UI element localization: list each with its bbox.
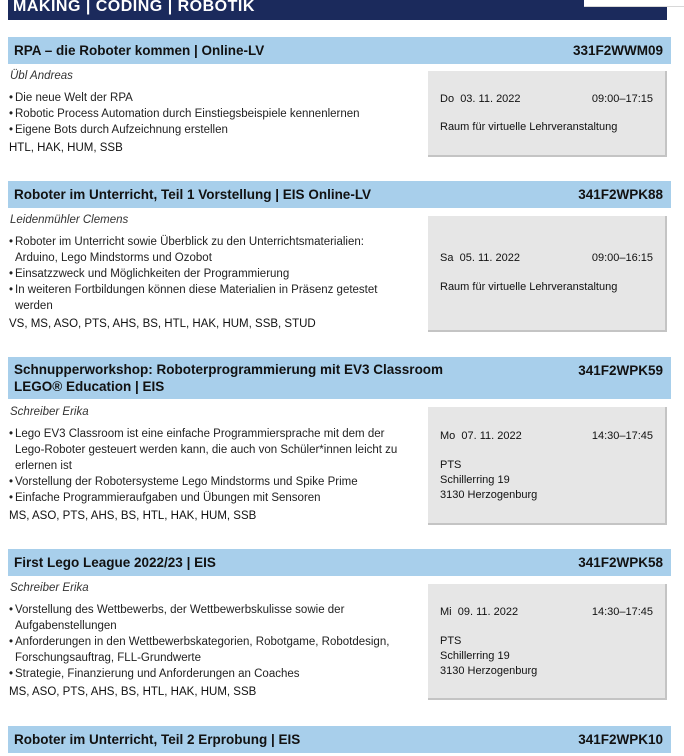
course-location: Raum für virtuelle Lehrveranstaltung bbox=[440, 121, 618, 133]
bullet-item: • Die neue Welt der RPA bbox=[9, 90, 409, 106]
course-info-box bbox=[428, 71, 667, 157]
course-header[interactable] bbox=[8, 726, 671, 753]
bullet-item: • Roboter im Unterricht sowie Überblick zu den Unterrichtsmaterialien: Arduino, Lego Mindstorms und Ozobot bbox=[9, 234, 404, 266]
course-title: Roboter im Unterricht, Teil 1 Vorstellung | EIS Online-LV bbox=[14, 187, 372, 202]
course-title: Schnupperworkshop: Roboterprogrammierung mit EV3 Classroom LEGO® Education | EIS bbox=[14, 362, 444, 394]
course-bullets bbox=[9, 234, 404, 314]
course-targets: MS, ASO, PTS, AHS, BS, HTL, HAK, HUM, SSB bbox=[9, 686, 257, 698]
bullet-item: • In weiteren Fortbildungen können diese Materialien in Präsenz getestet werden bbox=[9, 282, 404, 314]
course-time: 09:00–16:15 bbox=[591, 252, 653, 264]
bullet-item: • Einfache Programmieraufgaben und Übungen mit Sensoren bbox=[9, 490, 409, 506]
course-location: PTS Schillerring 19 3130 Herzogenburg bbox=[440, 459, 538, 501]
course-title: RPA – die Roboter kommen | Online-LV bbox=[14, 43, 265, 58]
course-bullets bbox=[9, 426, 409, 506]
course-targets: HTL, HAK, HUM, SSB bbox=[9, 142, 123, 154]
course-info-box bbox=[428, 407, 667, 525]
course-time: 14:30–17:45 bbox=[591, 606, 653, 618]
bullet-item: • Lego EV3 Classroom ist eine einfache Programmiersprache mit dem der Lego-Roboter gesteuert werden kann, die auch von Schüler*innen leicht zu erlernen ist bbox=[9, 426, 409, 474]
bullet-item: • Strategie, Finanzierung und Anforderungen an Coaches bbox=[9, 666, 394, 682]
section-title-bar bbox=[8, 0, 667, 20]
course-author: Leidenmühler Clemens bbox=[10, 214, 129, 226]
course-header[interactable] bbox=[8, 37, 671, 64]
bullet-item: • Einsatzzweck und Möglichkeiten der Programmierung bbox=[9, 266, 404, 282]
course-header[interactable] bbox=[8, 549, 671, 576]
course-location: Raum für virtuelle Lehrveranstaltung bbox=[440, 281, 618, 293]
course-header[interactable] bbox=[8, 181, 671, 208]
course-bullets bbox=[9, 602, 394, 682]
course-title: First Lego League 2022/23 | EIS bbox=[14, 555, 216, 570]
course-bullets bbox=[9, 90, 409, 138]
course-info-box bbox=[428, 584, 667, 700]
course-targets: MS, ASO, PTS, AHS, BS, HTL, HAK, HUM, SSB bbox=[9, 510, 257, 522]
bullet-item: • Vorstellung des Wettbewerbs, der Wettbewerbskulisse sowie der Aufgabenstellungen bbox=[9, 602, 394, 634]
course-date: Mi 09. 11. 2022 bbox=[440, 606, 519, 618]
course-author: Schreiber Erika bbox=[10, 406, 89, 418]
bullet-item: • Robotic Process Automation durch Einstiegsbeispiele kennenlernen bbox=[9, 106, 409, 122]
page-corner bbox=[584, 0, 684, 7]
course-targets: VS, MS, ASO, PTS, AHS, BS, HTL, HAK, HUM, SSB, STUD bbox=[9, 318, 316, 330]
course-date: Mo 07. 11. 2022 bbox=[440, 430, 522, 442]
section-title: MAKING | CODING | ROBOTIK bbox=[13, 0, 255, 15]
bullet-item: • Vorstellung der Robotersysteme Lego Mindstorms und Spike Prime bbox=[9, 474, 409, 490]
course-code: 341F2WPK59 bbox=[578, 363, 663, 378]
course-time: 09:00–17:15 bbox=[591, 93, 653, 105]
course-date: Sa 05. 11. 2022 bbox=[440, 252, 520, 264]
course-time: 14:30–17:45 bbox=[591, 430, 653, 442]
bullet-item: • Anforderungen in den Wettbewerbskategorien, Robotgame, Robotdesign, Forschungsauftrag, FLL-Grundwerte bbox=[9, 634, 394, 666]
course-header[interactable] bbox=[8, 357, 671, 399]
bullet-item: • Eigene Bots durch Aufzeichnung erstellen bbox=[9, 122, 409, 138]
course-code: 331F2WWM09 bbox=[572, 43, 663, 58]
course-date: Do 03. 11. 2022 bbox=[440, 93, 521, 105]
course-location: PTS Schillerring 19 3130 Herzogenburg bbox=[440, 635, 538, 677]
course-info-box bbox=[428, 216, 667, 332]
course-title: Roboter im Unterricht, Teil 2 Erprobung | EIS bbox=[14, 732, 301, 747]
course-author: Übl Andreas bbox=[10, 70, 73, 82]
course-code: 341F2WPK88 bbox=[578, 187, 663, 202]
course-author: Schreiber Erika bbox=[10, 582, 89, 594]
course-code: 341F2WPK10 bbox=[578, 732, 663, 747]
course-code: 341F2WPK58 bbox=[578, 555, 663, 570]
